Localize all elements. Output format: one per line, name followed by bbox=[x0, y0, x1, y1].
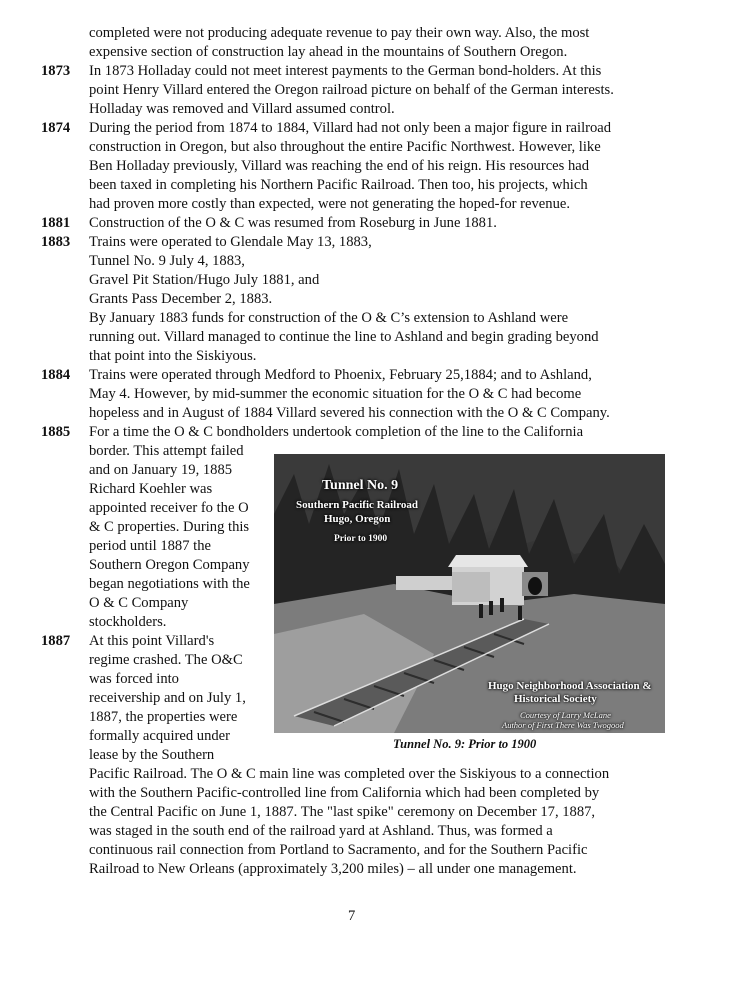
text-line: By January 1883 funds for construction of the O & C’s extension to Ashland were bbox=[89, 310, 569, 326]
text-line: point Henry Villard entered the Oregon railroad picture on behalf of the German interests. bbox=[89, 82, 614, 98]
text-line: Richard Koehler was bbox=[89, 481, 213, 497]
photo-courtesy-author: Author of First There Was Twogood bbox=[502, 720, 624, 730]
photo-credit-society: Historical Society bbox=[514, 693, 597, 705]
text-line: Railroad to New Orleans (approximately 3,200 miles) – all under one management. bbox=[89, 861, 577, 877]
text-line: Ben Holladay previously, Villard was reaching the end of his reign. His resources had bbox=[89, 158, 590, 174]
tunnel-photo bbox=[274, 454, 665, 733]
year-label-1885: 1885 bbox=[41, 424, 71, 440]
text-line: the Central Pacific on June 1, 1887. The "last spike" ceremony on December 17, 1887, bbox=[89, 804, 596, 820]
text-line: Holladay was removed and Villard assumed control. bbox=[89, 101, 395, 117]
text-line: Gravel Pit Station/Hugo July 1881, and bbox=[89, 272, 320, 288]
text-line: Pacific Railroad. The O & C main line was completed over the Siskiyous to a connection bbox=[89, 766, 610, 782]
text-line: period until 1887 the bbox=[89, 538, 212, 554]
text-line: hopeless and in August of 1884 Villard severed his connection with the O & C Company. bbox=[89, 405, 610, 421]
text-line: been taxed in completing his Northern Pacific Railroad. Then too, his projects, which bbox=[89, 177, 588, 193]
text-line: O & C Company bbox=[89, 595, 189, 611]
year-label-1881: 1881 bbox=[41, 215, 71, 231]
text-line: Trains were operated to Glendale May 13, 1883, bbox=[89, 234, 372, 250]
text-line: At this point Villard's bbox=[89, 633, 215, 649]
photo-title: Tunnel No. 9 bbox=[322, 478, 399, 493]
text-line: formally acquired under bbox=[89, 728, 231, 744]
text-line: and on January 19, 1885 bbox=[89, 462, 233, 478]
text-line: had proven more costly than expected, were not generating the hoped-for revenue. bbox=[89, 196, 570, 212]
text-line: was forced into bbox=[89, 671, 179, 687]
text-line: construction in Oregon, but also throughout the entire Pacific Northwest. However, like bbox=[89, 139, 601, 155]
text-line: Southern Oregon Company bbox=[89, 557, 250, 573]
text-line: 1887, the properties were bbox=[89, 709, 238, 725]
photo-date: Prior to 1900 bbox=[334, 534, 388, 544]
text-line: with the Southern Pacific-controlled line from California which had been completed by bbox=[89, 785, 600, 801]
text-line: In 1873 Holladay could not meet interest payments to the German bond-holders. At this bbox=[89, 63, 602, 79]
text-line: Grants Pass December 2, 1883. bbox=[89, 291, 273, 307]
text-line: Construction of the O & C was resumed from Roseburg in June 1881. bbox=[89, 215, 497, 231]
text-line: For a time the O & C bondholders undertook completion of the line to the California bbox=[89, 424, 584, 440]
text-line: Tunnel No. 9 July 4, 1883, bbox=[89, 253, 245, 269]
text-line: that point into the Siskiyous. bbox=[89, 348, 257, 364]
text-line: regime crashed. The O&C bbox=[89, 652, 243, 668]
photo-location: Hugo, Oregon bbox=[324, 513, 391, 525]
text-line: & C properties. During this bbox=[89, 519, 250, 535]
page-number: 7 bbox=[348, 908, 356, 924]
text-line: receivership and on July 1, bbox=[89, 690, 246, 706]
year-label-1883: 1883 bbox=[41, 234, 71, 250]
text-line: lease by the Southern bbox=[89, 747, 215, 763]
photo-courtesy: Courtesy of Larry McLane bbox=[520, 710, 611, 720]
text-line: running out. Villard managed to continue the line to Ashland and begin grading beyond bbox=[89, 329, 599, 345]
text-line: began negotiations with the bbox=[89, 576, 250, 592]
photo-credit: Hugo Neighborhood Association & bbox=[488, 680, 652, 692]
text-line: Trains were operated through Medford to Phoenix, February 25,1884; and to Ashland, bbox=[89, 367, 592, 383]
year-label-1887: 1887 bbox=[41, 633, 71, 649]
text-line: May 4. However, by mid-summer the economic situation for the O & C had become bbox=[89, 386, 582, 402]
text-line: stockholders. bbox=[89, 614, 167, 630]
text-line: expensive section of construction lay ahead in the mountains of Southern Oregon. bbox=[89, 44, 568, 60]
text-line: was staged in the south end of the railroad yard at Ashland. Thus, was formed a bbox=[89, 823, 553, 839]
year-label-1884: 1884 bbox=[41, 367, 71, 383]
text-line: continuous rail connection from Portland to Sacramento, and for the Southern Pacific bbox=[89, 842, 588, 858]
photo-caption: Tunnel No. 9: Prior to 1900 bbox=[393, 737, 537, 751]
text-line: During the period from 1874 to 1884, Villard had not only been a major figure in railroad bbox=[89, 120, 612, 136]
text-line: appointed receiver fo the O bbox=[89, 500, 249, 516]
photo-subtitle: Southern Pacific Railroad bbox=[296, 499, 419, 511]
text-line: border. This attempt failed bbox=[89, 443, 244, 459]
year-label-1874: 1874 bbox=[41, 120, 71, 136]
text-line: completed were not producing adequate revenue to pay their own way. Also, the most bbox=[89, 25, 590, 41]
year-label-1873: 1873 bbox=[41, 63, 71, 79]
